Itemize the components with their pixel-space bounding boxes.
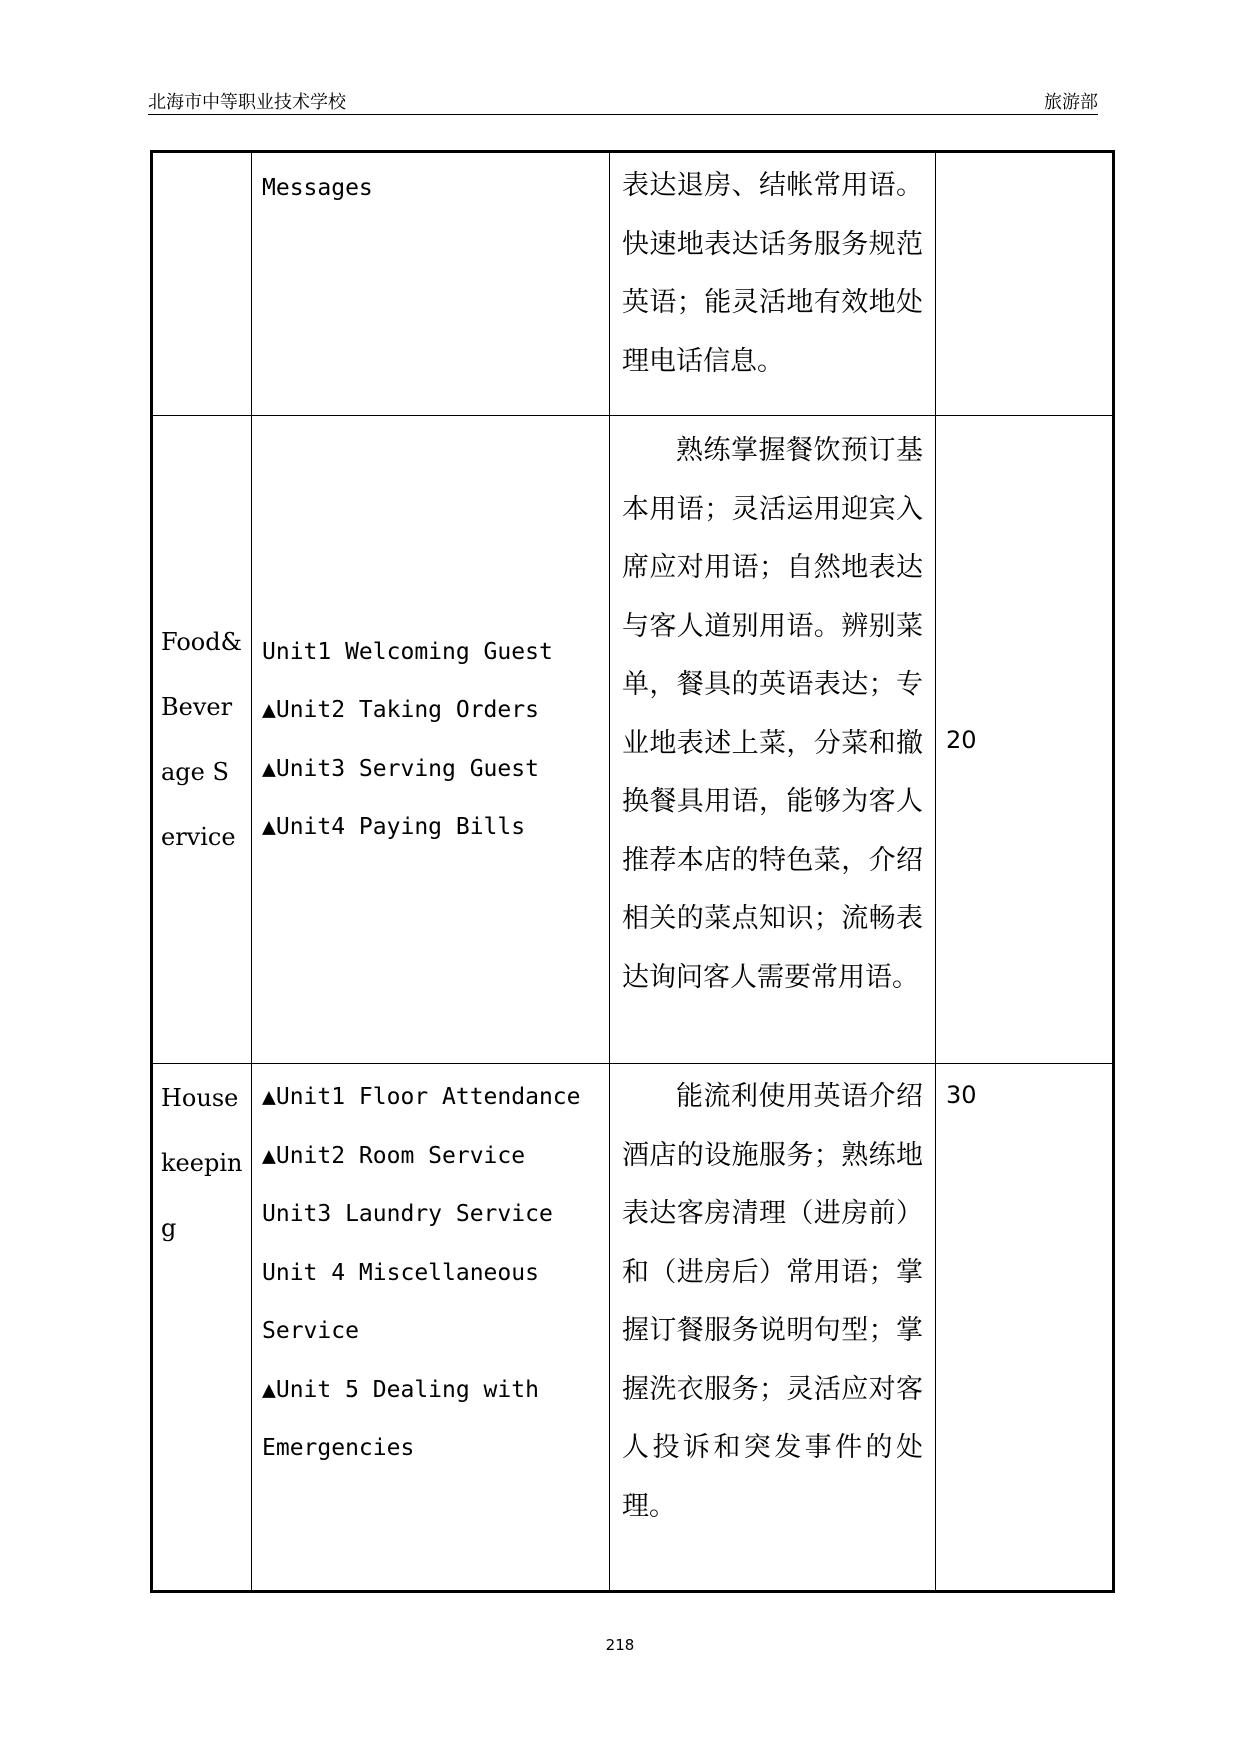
unit-item: ▲Unit4 Paying Bills <box>262 814 526 840</box>
hours-cell <box>936 152 1114 416</box>
goal-text: 熟练掌握餐饮预订基本用语；灵活运用迎宾入席应对用语；自然地表达与客人道别用语。辨别菜单，餐具的英语表达；专业地表述上菜，分菜和撤换餐具用语，能够为客人推荐本店的特色菜，介绍相关的菜点知识；流畅表达询问客人需要常用语。 <box>622 435 923 993</box>
goal-text: 表达退房、结帐常用语。快速地表达话务服务规范英语；能灵活地有效地处理电话信息。 <box>622 170 923 377</box>
department-name: 旅游部 <box>1044 92 1098 113</box>
hours-cell <box>936 416 1114 1064</box>
table-row <box>152 416 1114 1064</box>
table-row <box>152 152 1114 416</box>
school-name: 北海市中等职业技术学校 <box>148 92 346 113</box>
unit-item: ▲Unit2 Taking Orders <box>262 697 539 723</box>
unit-item: ▲Unit2 Room Service <box>262 1142 526 1169</box>
syllabus-table <box>150 150 1115 1593</box>
goal-cell <box>610 1064 936 1592</box>
page-number: 218 <box>605 1636 635 1654</box>
module-cell <box>152 416 252 1064</box>
hours-value: 20 <box>946 725 977 754</box>
unit-item: Messages <box>262 175 373 201</box>
module-cell <box>152 1064 252 1592</box>
unit-item: ▲Unit3 Serving Guest <box>262 755 539 782</box>
goal-cell <box>610 416 936 1064</box>
units-cell <box>252 1064 610 1592</box>
goal-cell <box>610 152 936 416</box>
unit-item: Unit3 Laundry Service <box>262 1201 553 1227</box>
unit-item: ▲Unit1 Floor Attendance <box>262 1084 581 1110</box>
unit-item: ▲Unit 5 Dealing with Emergencies <box>262 1376 539 1461</box>
units-cell <box>252 152 610 416</box>
module-cell <box>152 152 252 416</box>
unit-item: Unit 4 Miscellaneous Service <box>262 1259 539 1344</box>
hours-value: 30 <box>946 1081 977 1109</box>
table-row <box>152 1064 1114 1592</box>
module-name: Housekeeping <box>161 1084 243 1242</box>
units-cell <box>252 416 610 1064</box>
page-header <box>148 86 1098 115</box>
hours-cell <box>936 1064 1114 1592</box>
module-name: Food&Beverage Service <box>161 627 242 851</box>
unit-item: Unit1 Welcoming Guest <box>262 638 553 665</box>
goal-text: 能流利使用英语介绍酒店的设施服务；熟练地表达客房清理（进房前）和（进房后）常用语；掌握订餐服务说明句型；掌握洗衣服务；灵活应对客人投诉和突发事件的处理。 <box>622 1081 923 1522</box>
